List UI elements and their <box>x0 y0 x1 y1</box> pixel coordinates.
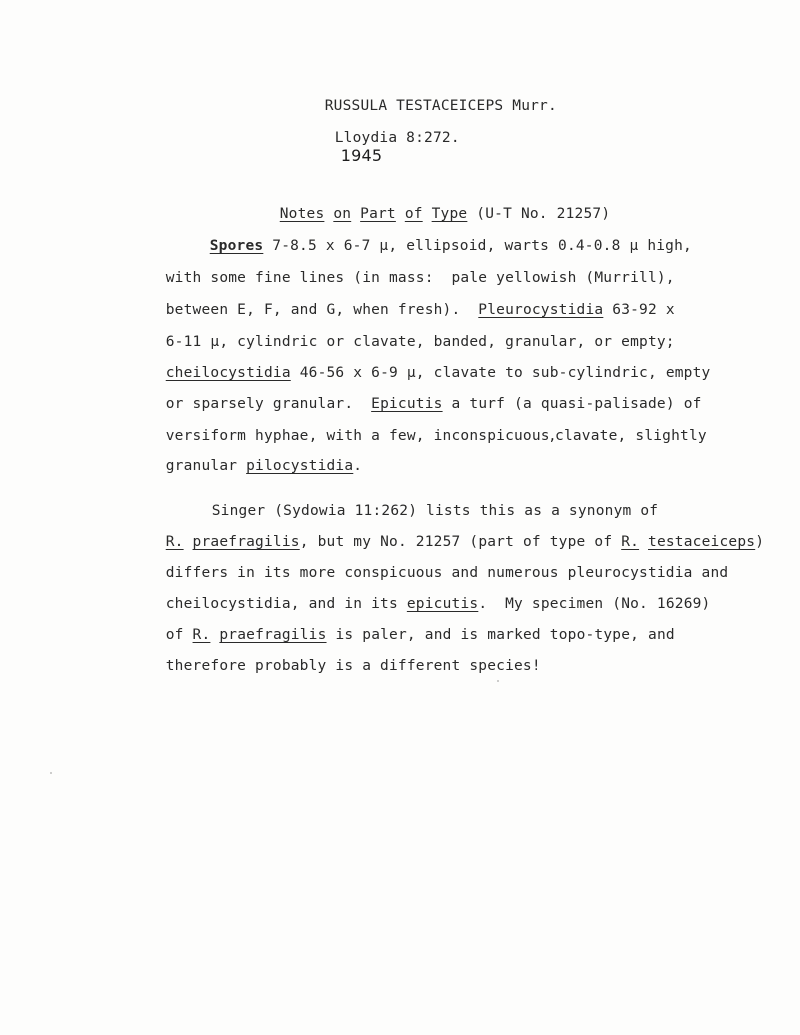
p1-line-3-rest: 63-92 x <box>612 302 675 318</box>
p1-line-4-text: 6-11 µ, cylindric or clavate, banded, granular, or empty; <box>165 334 675 350</box>
citation-year: 1945 <box>340 146 383 165</box>
p1-line-2-text: with some fine lines (in mass: pale yellowish (Murrill), <box>165 270 675 286</box>
p1-line-6-rest: a turf (a quasi-palisade) of <box>451 396 702 412</box>
genus-r-2: R. <box>621 534 640 550</box>
p1-line-7-lead: versiform hyphae, with a few, inconspicuous <box>165 428 550 444</box>
p1-line-1-text: 7-8.5 x 6-7 µ, ellipsoid, warts 0.4-0.8 µ high, <box>272 238 692 254</box>
term-cheilocystidia: cheilocystidia <box>165 365 291 381</box>
p2-line-2-mid: , but my No. 21257 (part of type of <box>299 534 613 550</box>
p2-line-5-lead: of <box>165 627 184 643</box>
p2-line-6 <box>130 639 541 693</box>
heading-on: on <box>333 206 352 222</box>
p1-line-8-end: . <box>353 458 363 474</box>
paper-speck <box>497 680 499 682</box>
species-praefragilis-1: praefragilis <box>192 534 300 550</box>
p2-line-2-end: ) <box>755 534 765 550</box>
heading-of: of <box>404 206 423 222</box>
term-pleurocystidia: Pleurocystidia <box>478 302 604 318</box>
p2-line-1-text: Singer (Sydowia 11:262) lists this as a synonym of <box>211 503 659 519</box>
p2-line-4-rest: . My specimen (No. 16269) <box>478 596 711 612</box>
term-epicutis-2: epicutis <box>406 596 479 612</box>
p2-line-3-text: differs in its more conspicuous and numerous pleurocystidia and <box>165 565 729 581</box>
term-pilocystidia: pilocystidia <box>246 458 354 474</box>
p2-line-5-rest: is paler, and is marked topo-type, and <box>335 627 675 643</box>
citation-text: Lloydia 8:272. <box>334 130 460 146</box>
heading-notes: Notes <box>279 206 325 222</box>
p1-handwritten-comma: , <box>549 425 556 444</box>
p1-line-6-lead: or sparsely granular. <box>165 396 354 412</box>
heading-specimen-number: (U-T No. 21257) <box>476 206 611 222</box>
paper-speck <box>50 772 52 774</box>
citation-line <box>299 111 460 184</box>
heading-part: Part <box>360 206 396 222</box>
p1-line-3-lead: between E, F, and G, when fresh). <box>165 302 461 318</box>
p1-line-7-rest: clavate, slightly <box>555 428 707 444</box>
species-testaceiceps: testaceiceps <box>648 534 756 550</box>
term-epicutis: Epicutis <box>371 396 443 412</box>
p1-line-8-lead: granular <box>165 458 238 474</box>
term-spores: Spores <box>209 238 264 254</box>
p2-line-6-text: therefore probably is a different species! <box>165 658 541 674</box>
p1-line-5-rest: 46-56 x 6-9 µ, clavate to sub-cylindric, empty <box>299 365 711 381</box>
p2-line-4-lead: cheilocystidia, and in its <box>165 596 398 612</box>
heading-type: Type <box>431 206 468 222</box>
species-title-text: RUSSULA TESTACEICEPS Murr. <box>324 98 557 114</box>
genus-r-3: R. <box>192 627 211 643</box>
genus-r-1: R. <box>165 534 184 550</box>
species-praefragilis-2: praefragilis <box>219 627 327 643</box>
